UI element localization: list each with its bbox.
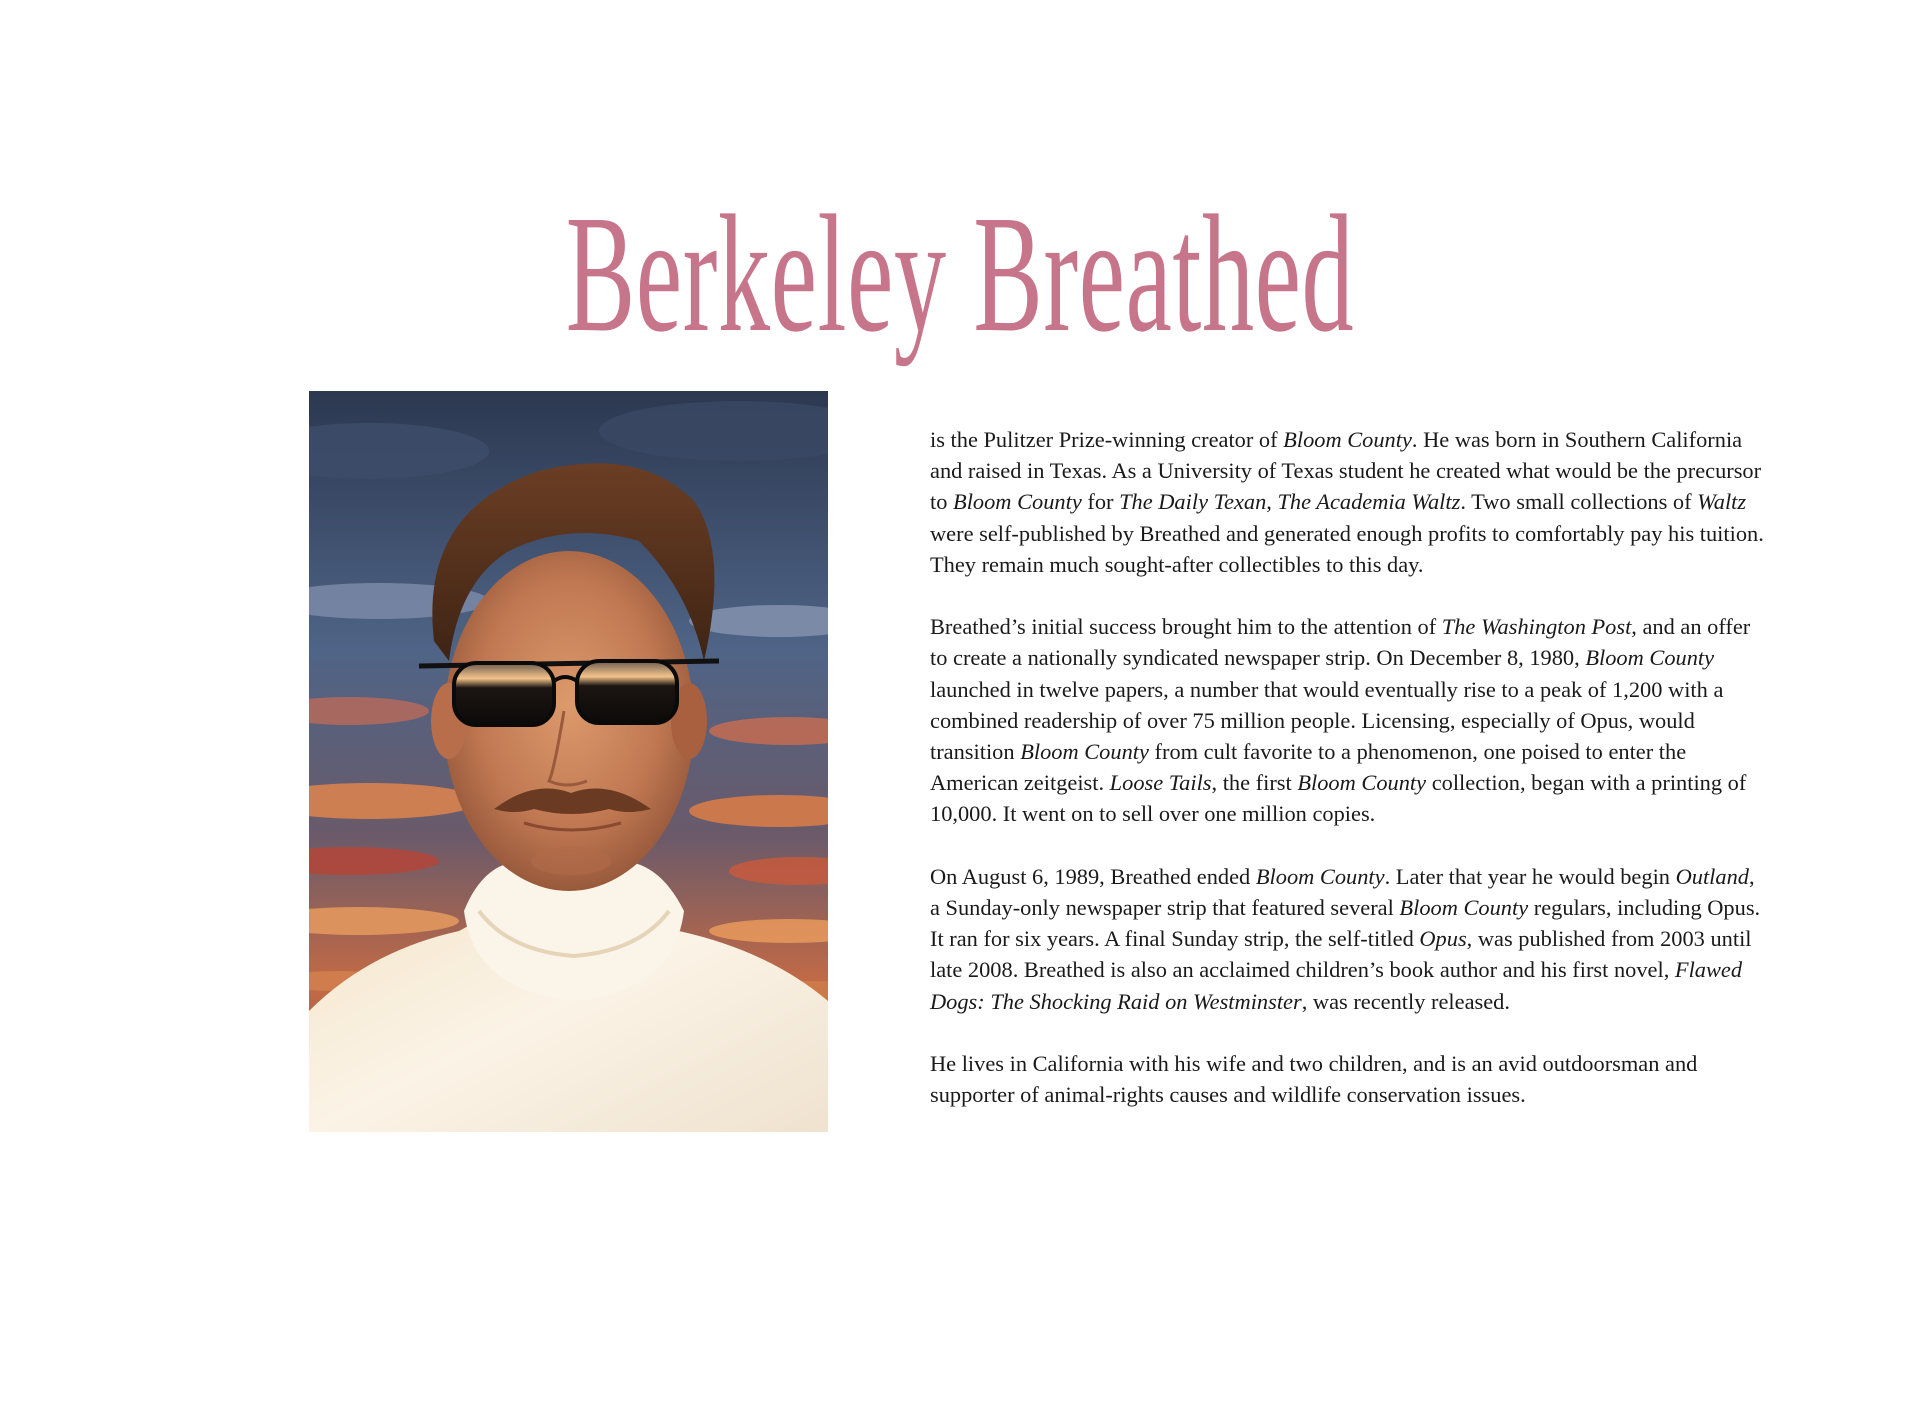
bio-text-span: regulars, including Opus. It ran for six years. A final Sunday strip, the self-titled: [930, 895, 1761, 952]
page-title: Berkeley Breathed: [565, 181, 1355, 367]
italic-title: Flawed Dogs: The Shocking Raid on Westminster: [930, 957, 1743, 1014]
italic-title: Bloom County: [1020, 739, 1149, 765]
bio-text-span: , was published from 2003 until late 2008. Breathed is also an acclaimed children’s book author and his first novel,: [930, 926, 1752, 983]
italic-title: Waltz: [1697, 489, 1747, 515]
bio-text-span: . Two small collections of: [1460, 489, 1698, 515]
bio-text-span: , and an offer to create a nationally syndicated newspaper strip. On December 8, 1980,: [930, 614, 1751, 671]
italic-title: Opus: [1419, 926, 1467, 952]
bio-text-span: . He was born in Southern California and raised in Texas. As a University of Texas student he created what would be the precursor to: [930, 427, 1762, 515]
bio-text-span: On August 6, 1989, Breathed ended: [930, 863, 1256, 889]
italic-title: The Washington Post: [1441, 614, 1632, 640]
bio-text-span: . Later that year he would begin: [1384, 863, 1676, 889]
bio-paragraph-2: [930, 611, 1770, 829]
bio-text: [930, 424, 1770, 1142]
italic-title: Bloom County: [953, 489, 1082, 515]
italic-title: Bloom County: [1399, 895, 1529, 921]
italic-title: Bloom County: [1283, 427, 1412, 452]
italic-title: Bloom County: [1585, 645, 1715, 671]
portrait-image: [309, 391, 828, 1132]
bio-paragraph-3: [930, 861, 1770, 1017]
bio-text-span: ,: [1266, 489, 1278, 515]
bio-text-span: Breathed’s initial success brought him to the attention of: [930, 614, 1442, 640]
portrait-photo: [309, 391, 828, 1132]
bio-text-span: is the Pulitzer Prize-winning creator of: [930, 427, 1284, 452]
italic-title: Bloom County: [1297, 770, 1427, 796]
italic-title: The Daily Texan: [1119, 489, 1267, 515]
bio-text-span: He lives in California with his wife and two children, and is an avid outdoorsman and supporter of animal-rights causes and wildlife conservation issues.: [930, 1051, 1698, 1108]
italic-title: Outland: [1675, 863, 1749, 889]
italic-title: The Academia Waltz: [1277, 489, 1461, 515]
bio-text-span: , a Sunday-only newspaper strip that featured several: [930, 863, 1755, 921]
bio-text-span: , was recently released.: [1301, 988, 1510, 1014]
bio-text-span: launched in twelve papers, a number that would eventually rise to a peak of 1,200 with a combined readership of over 75 million people. Licensing, especially of Opus, would transition: [930, 676, 1724, 765]
bio-text-span: from cult favorite to a phenomenon, one poised to enter the American zeitgeist.: [930, 739, 1687, 796]
bio-text-span: collection, began with a printing of 10,000. It went on to sell over one million copies.: [930, 770, 1747, 827]
bio-text-span: were self-published by Breathed and generated enough profits to comfortably pay his tuition. They remain much sought-after collectibles to this day.: [930, 520, 1764, 577]
bio-paragraph-4: [930, 1048, 1770, 1110]
bio-paragraph-1: [930, 424, 1770, 580]
italic-title: Loose Tails: [1109, 770, 1212, 796]
italic-title: Bloom County: [1255, 863, 1385, 889]
bio-text-span: , the first: [1211, 770, 1298, 796]
bio-text-span: for: [1081, 489, 1120, 515]
